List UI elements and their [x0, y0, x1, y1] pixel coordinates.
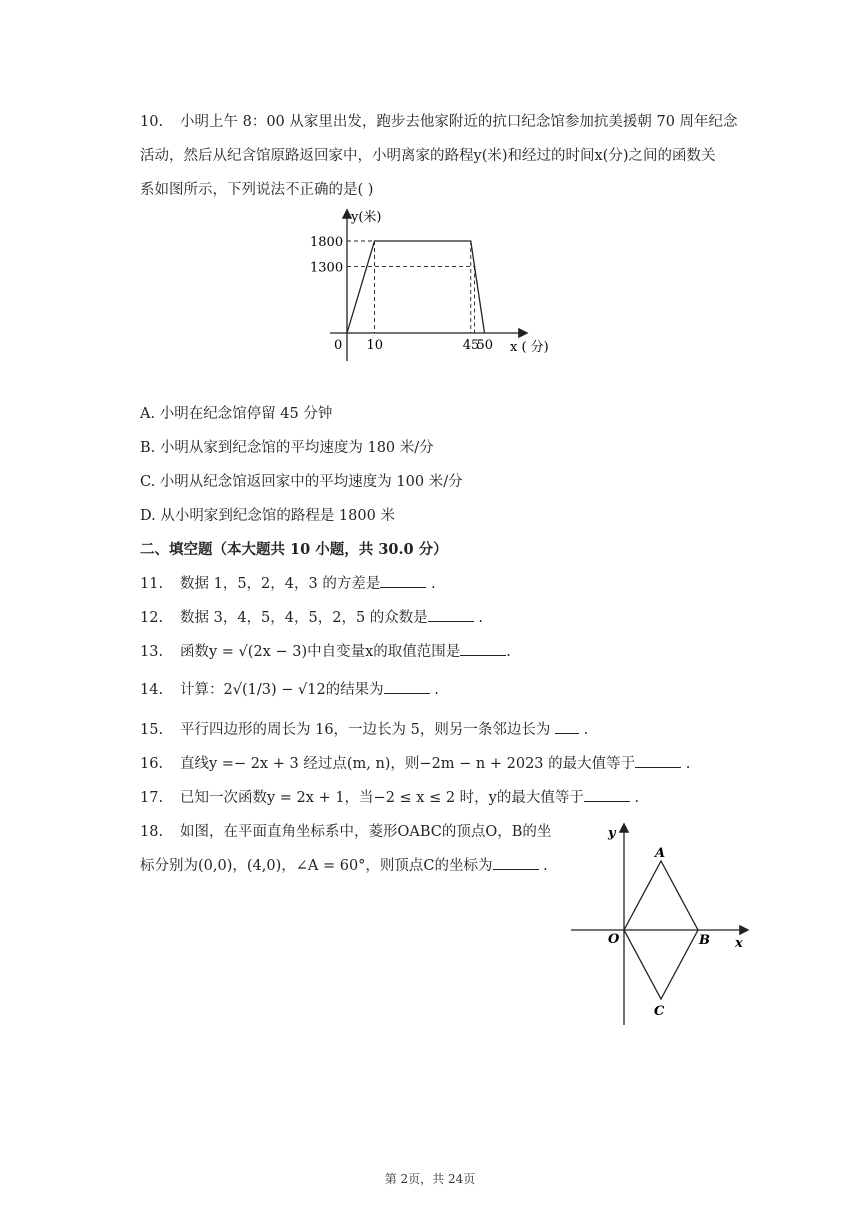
data-line [347, 241, 485, 333]
question-end: . [579, 722, 589, 738]
answer-blank[interactable] [635, 754, 681, 768]
answer-blank[interactable] [555, 720, 579, 734]
x-tick-label: 45 [462, 338, 480, 353]
answer-blank[interactable] [384, 680, 430, 694]
question-12 [140, 608, 483, 628]
question-end: . [538, 858, 548, 874]
question-text: 数据 1，5，2，4，3 的方差是 [180, 576, 381, 592]
label-c: C [654, 1004, 665, 1019]
question-text: 平行四边形的周长为 16，一边长为 5，则另一条邻边长为 [180, 722, 556, 738]
question-14 [140, 680, 439, 700]
q10-option-c: C. 小明从纪念馆返回家中的平均速度为 100 米/分 [140, 474, 463, 490]
q10-option-d: D. 从小明家到纪念馆的路程是 1800 米 [140, 508, 395, 524]
question-end: . [429, 682, 439, 698]
question-18-line-2 [140, 856, 548, 876]
question-text: 标分别为(0,0)，(4,0)，∠A = 60°，则顶点C的坐标为 [140, 858, 493, 874]
question-end: . [681, 756, 691, 772]
x-tick-labels [367, 338, 494, 353]
question-text: 如图，在平面直角坐标系中，菱形OABC的顶点O，B的坐 [180, 824, 552, 840]
x-axis-label: x [735, 936, 743, 951]
answer-blank[interactable] [493, 856, 539, 870]
question-number: 17. [140, 790, 164, 806]
question-number: 15. [140, 722, 164, 738]
label-o: O [608, 932, 620, 947]
q10-line-2: 活动，然后从纪含馆原路返回家中，小明离家的路程y(米)和经过的时间x(分)之间的函数关 [140, 148, 716, 164]
answer-blank[interactable] [380, 574, 426, 588]
section-title: 二、填空题（本大题共 10 小题，共 30.0 分） [140, 541, 448, 558]
q18-rhombus-figure [565, 815, 765, 1030]
dashed-guides [347, 241, 475, 333]
x-axis-label: x ( 分) [510, 340, 549, 355]
question-end: . [629, 790, 640, 806]
question-number: 13. [140, 644, 164, 660]
answer-blank[interactable] [428, 608, 474, 622]
question-15 [140, 720, 588, 740]
page-footer: 第 2页，共 24页 [384, 1172, 476, 1186]
y-axis-label: y(米) [351, 210, 382, 225]
y-axis-label: y [608, 826, 616, 841]
question-13 [140, 642, 511, 662]
question-text: 计算：2√(1/3) − √12的结果为 [180, 682, 384, 698]
q10-line-1 [140, 112, 738, 132]
question-number: 18. [140, 824, 164, 840]
answer-blank[interactable] [584, 788, 630, 802]
label-b: B [699, 933, 710, 948]
question-number: 11. [140, 576, 164, 592]
x-tick-label: 50 [476, 338, 494, 353]
question-end: . [506, 644, 511, 660]
label-a: A [655, 846, 666, 861]
q10-graph [290, 205, 570, 365]
question-number: 16. [140, 756, 164, 772]
question-text: 直线y =− 2x + 3 经过点(m, n)，则−2m − n + 2023 的最大值等于 [180, 756, 636, 772]
question-11 [140, 574, 436, 594]
question-17 [140, 788, 639, 808]
question-end: . [473, 610, 484, 626]
answer-blank[interactable] [460, 642, 506, 656]
q10-option-a: A. 小明在纪念馆停留 45 分钟 [140, 406, 333, 422]
question-16 [140, 754, 690, 774]
x-tick-label: 10 [366, 338, 384, 353]
y-tick-label: 1800 [310, 235, 344, 250]
question-18-line-1 [140, 822, 551, 842]
q10-number: 10. [140, 114, 164, 130]
y-tick-labels [310, 235, 343, 276]
question-text: 函数y = √(2x − 3)中自变量x的取值范围是 [180, 644, 461, 660]
q10-text-1: 小明上午 8：00 从家里出发，跑步去他家附近的抗口纪念馆参加抗美援朝 70 周年纪念 [180, 114, 738, 130]
question-text: 数据 3，4，5，4，5，2，5 的众数是 [180, 610, 428, 626]
question-number: 14. [140, 682, 164, 698]
y-tick-label: 1300 [310, 260, 344, 276]
question-number: 12. [140, 610, 164, 626]
origin-label: 0 [334, 338, 343, 353]
q10-line-3: 系如图所示，下列说法不正确的是( ) [140, 182, 374, 198]
question-text: 已知一次函数y = 2x + 1，当−2 ≤ x ≤ 2 时，y的最大值等于 [180, 790, 584, 806]
q10-option-b: B. 小明从家到纪念馆的平均速度为 180 米/分 [140, 440, 434, 456]
question-end: . [426, 576, 436, 592]
